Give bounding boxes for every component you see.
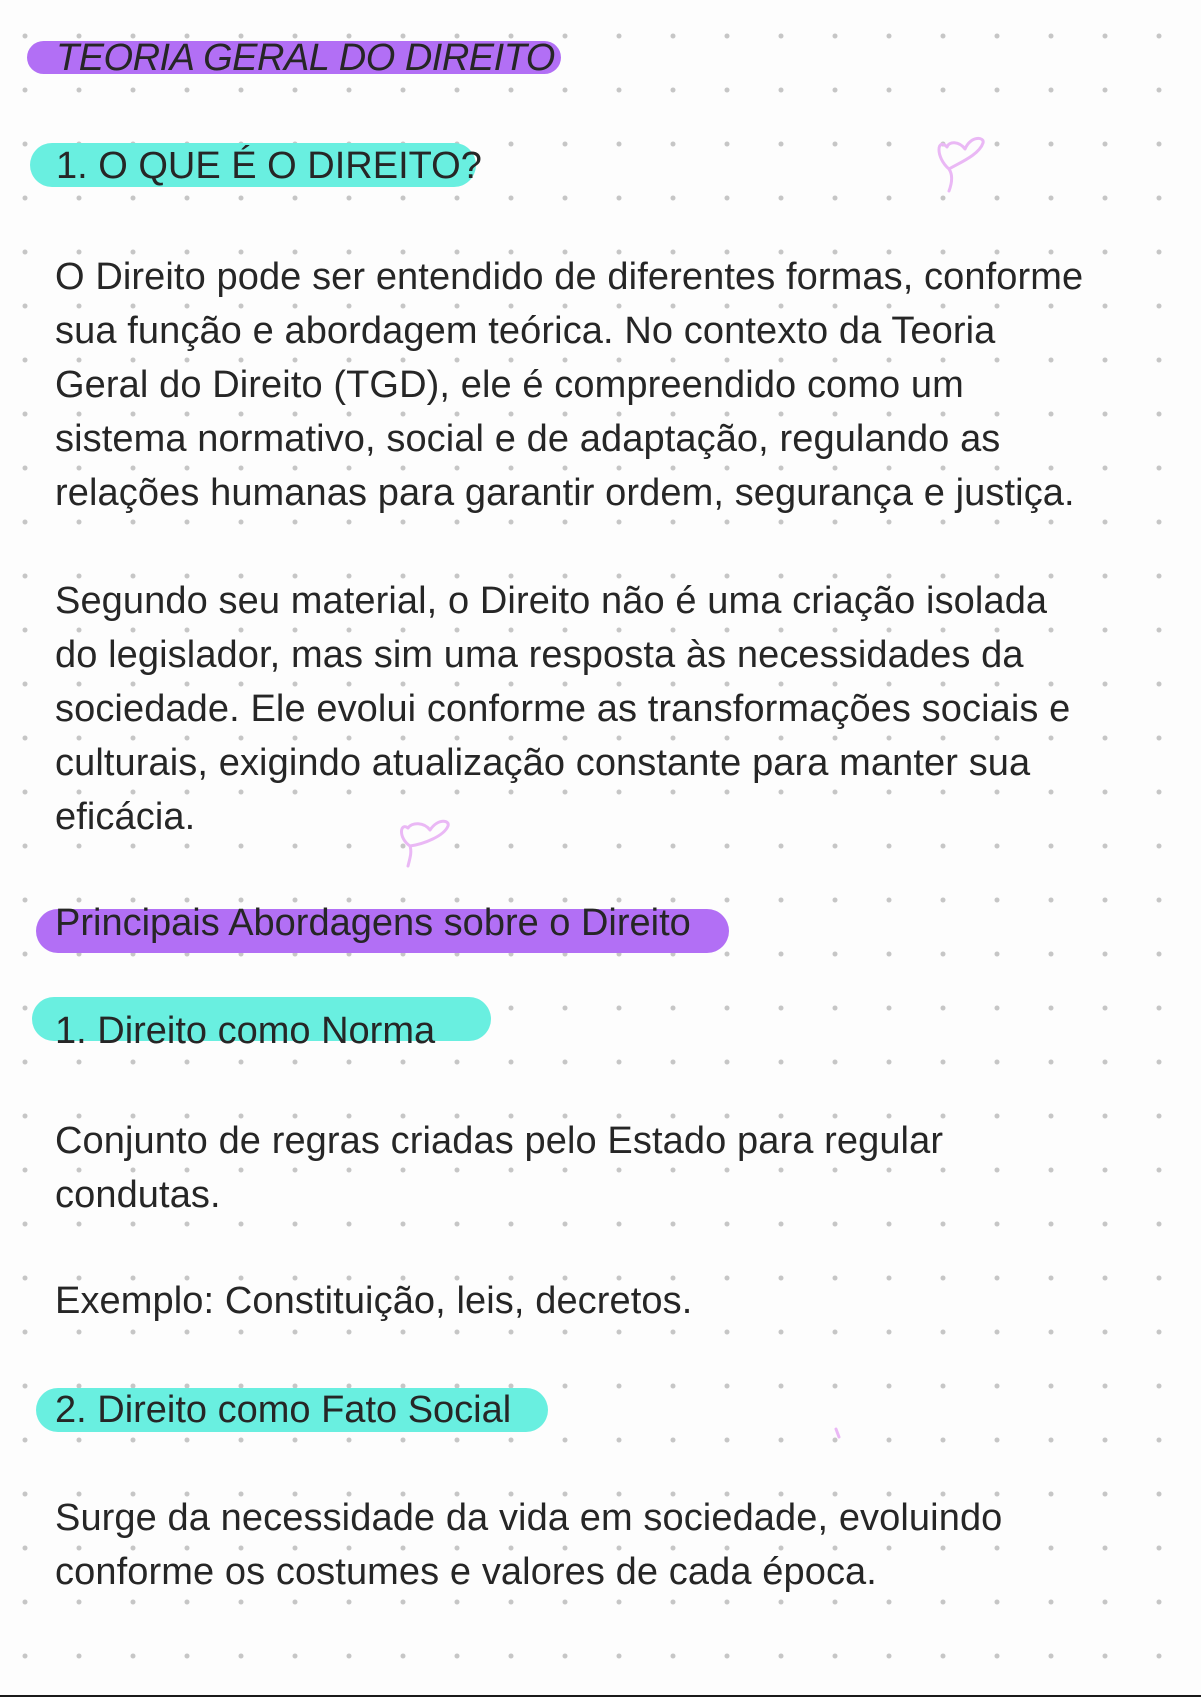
page-title: TEORIA GERAL DO DIREITO bbox=[56, 37, 555, 79]
paragraph-line: O Direito pode ser entendido de diferentes formas, conforme bbox=[55, 256, 1084, 298]
heart-doodle-icon bbox=[398, 818, 454, 872]
item-text-fato-social bbox=[55, 1491, 1002, 1599]
paragraph-line: eficácia. bbox=[55, 796, 196, 838]
item-text-norma bbox=[55, 1114, 943, 1222]
paragraph-line: do legislador, mas sim uma resposta às necessidades da bbox=[55, 634, 1024, 676]
paragraph-line: Segundo seu material, o Direito não é uma criação isolada bbox=[55, 580, 1048, 622]
section-heading-o-que-e-o-direito: 1. O QUE É O DIREITO? bbox=[56, 145, 482, 187]
pen-mark-icon bbox=[832, 1427, 844, 1441]
paragraph-line: sistema normativo, social e de adaptação, regulando as bbox=[55, 418, 1001, 460]
paragraph-line: relações humanas para garantir ordem, segurança e justiça. bbox=[55, 472, 1075, 514]
paragraph-line: Conjunto de regras criadas pelo Estado para regular bbox=[55, 1120, 944, 1162]
item-heading-direito-como-norma: 1. Direito como Norma bbox=[55, 1010, 436, 1052]
paragraph-line: sociedade. Ele evolui conforme as transformações sociais e bbox=[55, 688, 1071, 730]
item-example-norma: Exemplo: Constituição, leis, decretos. bbox=[55, 1280, 693, 1322]
paragraph-line: sua função e abordagem teórica. No contexto da Teoria bbox=[55, 310, 996, 352]
paragraph-line: condutas. bbox=[55, 1174, 221, 1216]
item-heading-direito-como-fato-social: 2. Direito como Fato Social bbox=[55, 1389, 512, 1431]
paragraph-line: culturais, exigindo atualização constante para manter sua bbox=[55, 742, 1031, 784]
approaches-heading: Principais Abordagens sobre o Direito bbox=[55, 902, 691, 944]
paragraph-material bbox=[55, 574, 1070, 844]
heart-doodle-icon bbox=[935, 135, 987, 197]
paragraph-line: Surge da necessidade da vida em sociedade, evoluindo bbox=[55, 1497, 1003, 1539]
paragraph-line: Geral do Direito (TGD), ele é compreendido como um bbox=[55, 364, 964, 406]
paragraph-line: conforme os costumes e valores de cada época. bbox=[55, 1551, 877, 1593]
paragraph-definition bbox=[55, 250, 1083, 520]
